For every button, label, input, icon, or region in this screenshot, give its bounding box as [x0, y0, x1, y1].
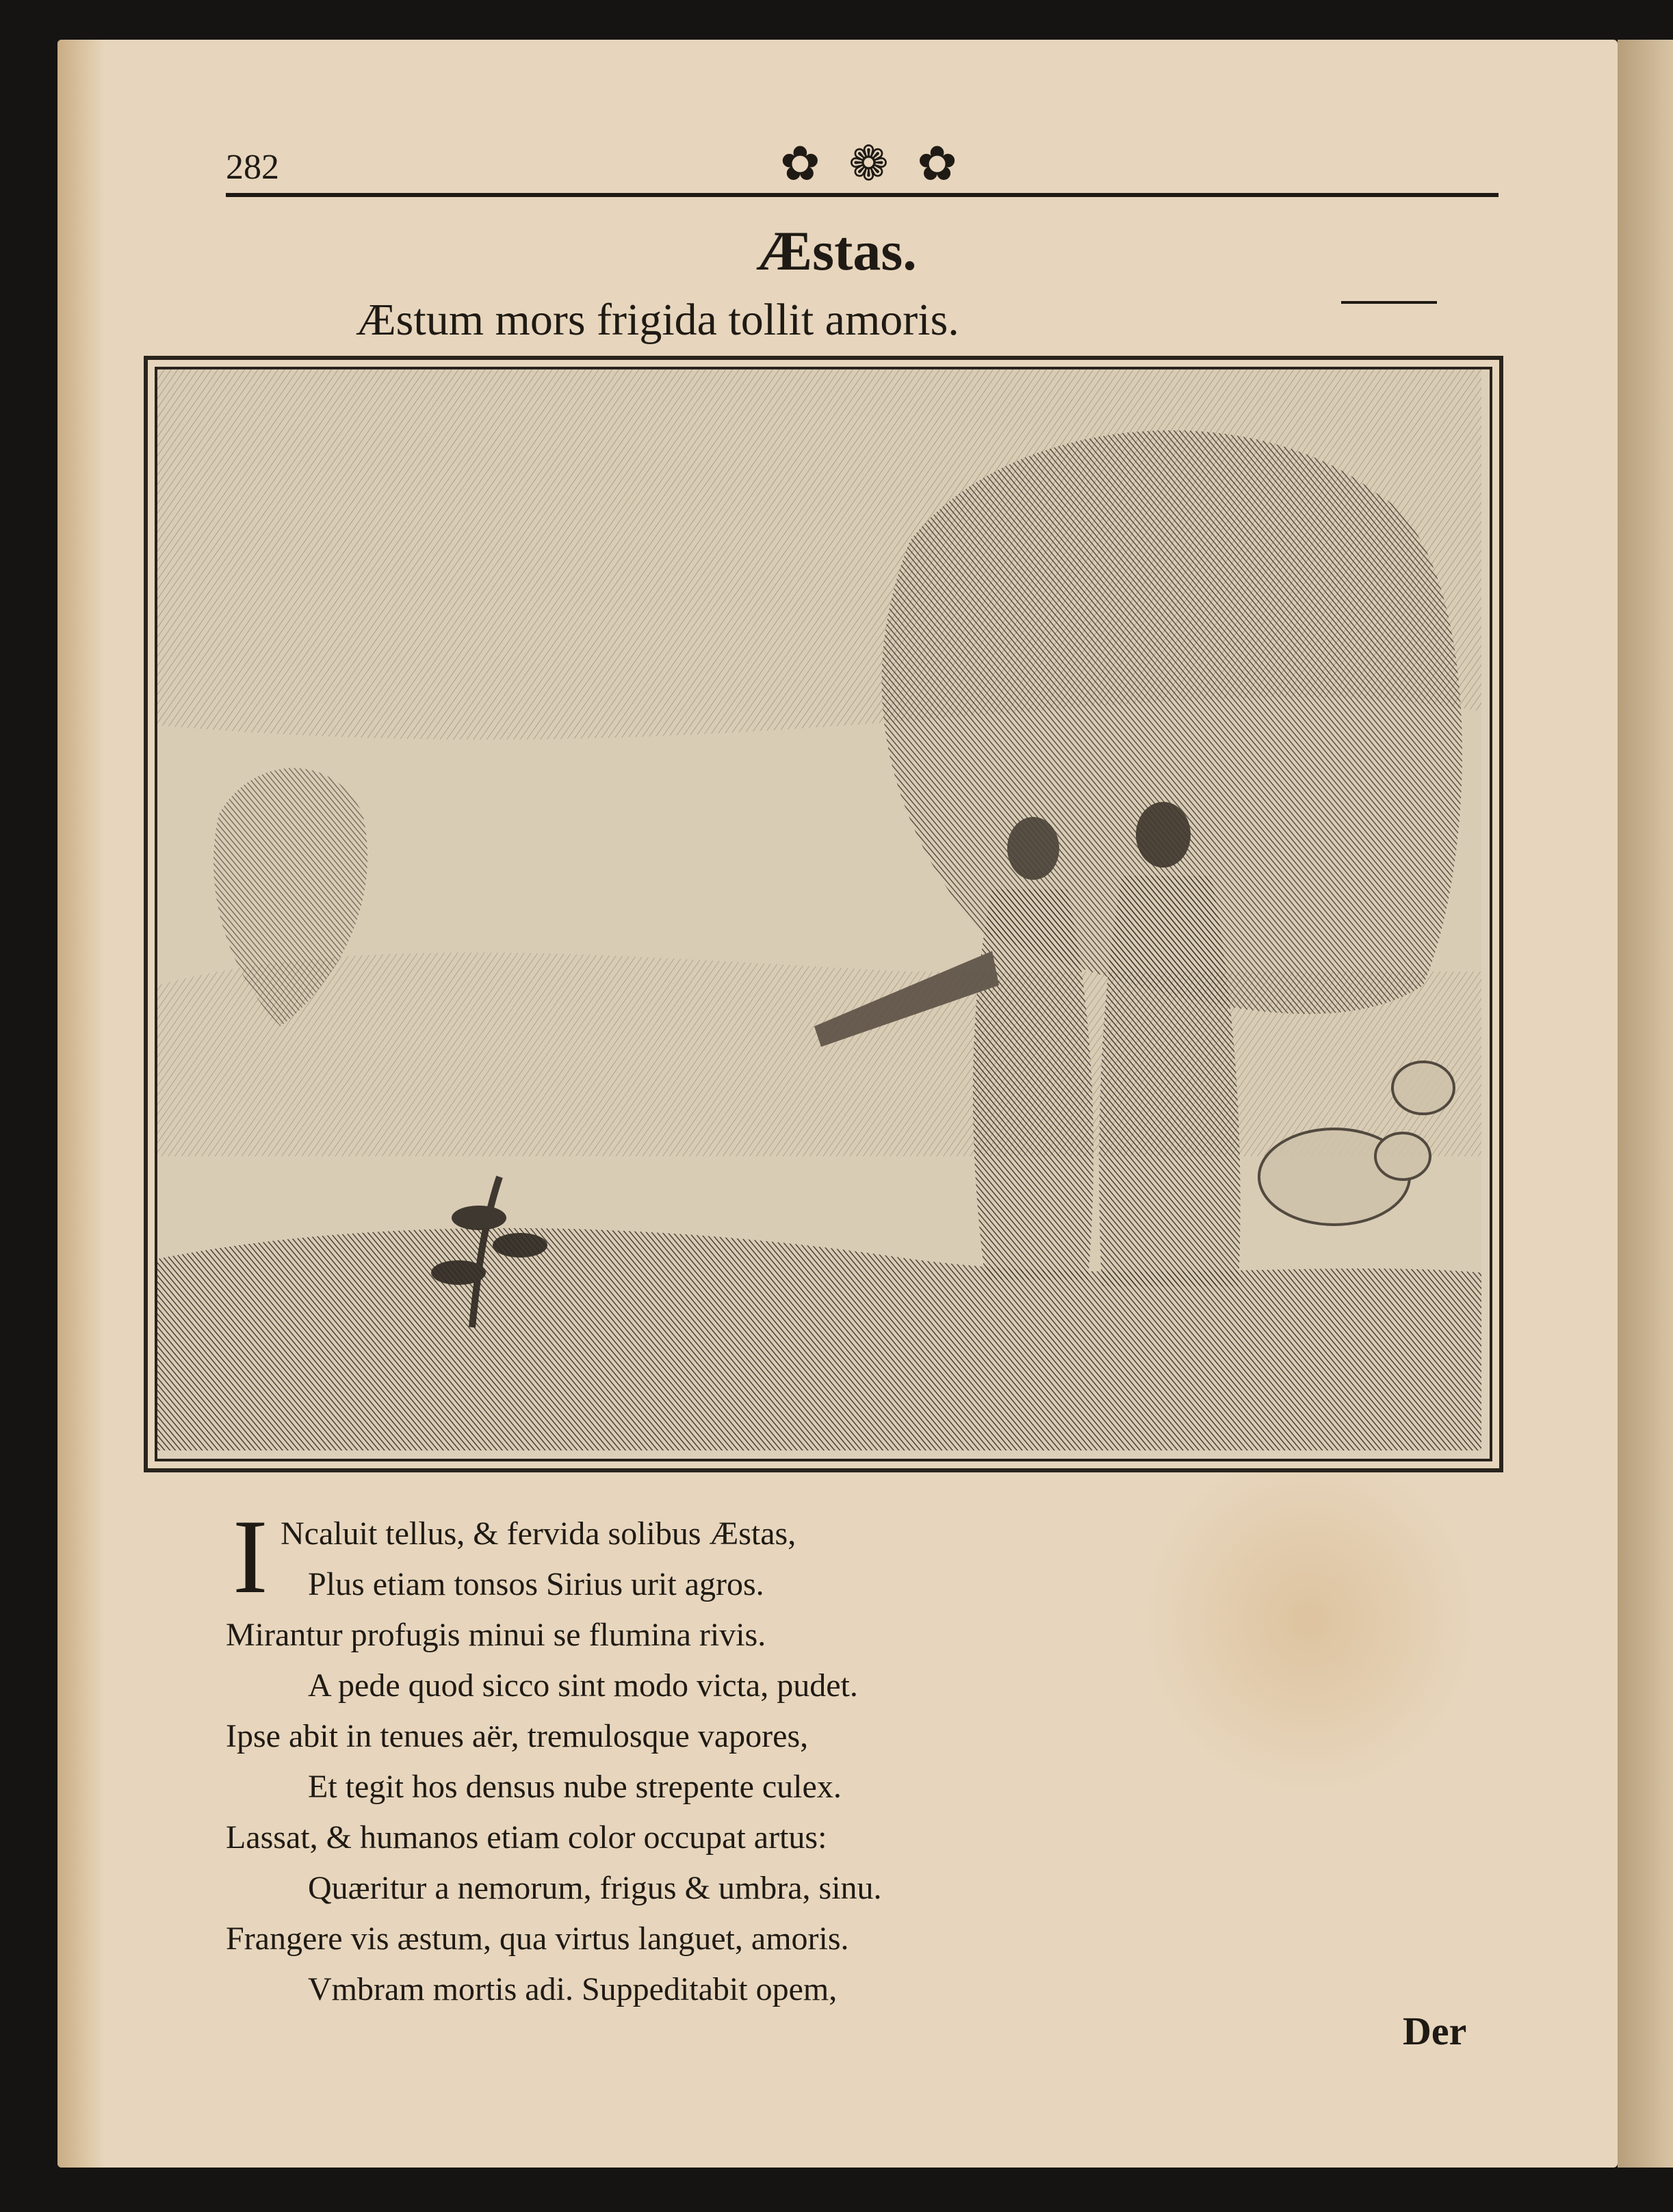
page-number: 282	[226, 148, 279, 187]
verse-line: Lassat, & humanos etiam color occupat artus:	[226, 1819, 827, 1856]
verse-line: Quæritur a nemorum, frigus & umbra, sinu.	[308, 1870, 882, 1906]
verse-line: Plus etiam tonsos Sirius urit agros.	[308, 1566, 764, 1602]
verse-line: Et tegit hos densus nube strepente culex.	[308, 1769, 842, 1805]
motto-rule	[1341, 301, 1437, 304]
page-title: Æstas.	[756, 220, 917, 282]
verse-line: Ipse abit in tenues aër, tremulosque vapores,	[226, 1718, 809, 1754]
verse-block	[226, 1498, 1526, 2015]
verse-line: Ncaluit tellus, & fervida solibus Æstas,	[281, 1515, 796, 1552]
drop-cap: I	[233, 1498, 268, 1615]
header-rule	[226, 193, 1499, 197]
motto: Æstum mors frigida tollit amoris.	[356, 295, 959, 345]
engraving-illustration	[157, 369, 1481, 1450]
verse-line: A pede quod sicco sint modo victa, pudet.	[308, 1667, 858, 1704]
verse-line: Frangere vis æstum, qua virtus languet, amoris.	[226, 1921, 849, 1957]
catchword: Der	[1403, 2009, 1467, 2053]
header-ornament: ✿ ❁ ✿	[780, 138, 965, 191]
page-stack-edge	[57, 40, 105, 2168]
verse-line: Vmbram mortis adi. Suppeditabit opem,	[308, 1971, 838, 2007]
adjacent-page-edge	[1618, 40, 1673, 2168]
verse-line: Mirantur profugis minui se flumina rivis.	[226, 1617, 766, 1653]
engraving-plate	[144, 356, 1503, 1472]
